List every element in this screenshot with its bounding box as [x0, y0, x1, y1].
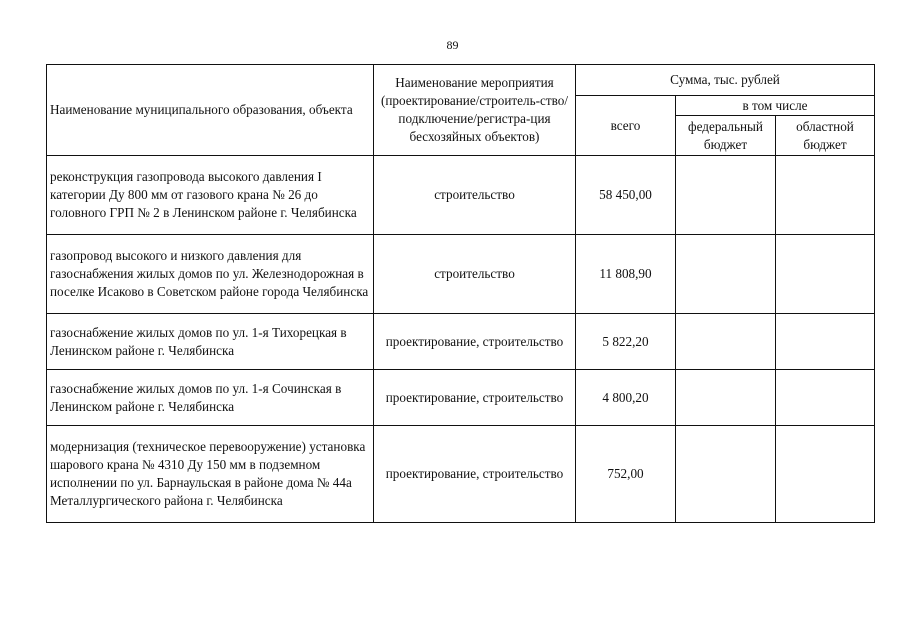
regional-cell	[776, 314, 875, 370]
header-sum: Сумма, тыс. рублей	[576, 65, 875, 96]
total-cell: 5 822,20	[576, 314, 676, 370]
header-including: в том числе	[676, 96, 875, 116]
regional-cell	[776, 235, 875, 314]
federal-cell	[676, 235, 776, 314]
header-row	[47, 65, 875, 96]
header-regional: областной бюджет	[776, 116, 875, 156]
table-row	[47, 426, 875, 523]
table-row	[47, 156, 875, 235]
regional-cell	[776, 156, 875, 235]
header-object: Наименование муниципального образования, объекта	[47, 65, 374, 156]
object-cell: модернизация (техническое перевооружение) установка шарового крана № 4310 Ду 150 мм в подземном исполнении по ул. Барнаульская в районе дома № 44а Металлургического района г. Челябинска	[47, 426, 374, 523]
header-activity: Наименование мероприятия (проектирование/строитель-ство/подключение/регистра-ция бесхозяйных объектов)	[374, 65, 576, 156]
total-cell: 4 800,20	[576, 370, 676, 426]
object-cell: газоснабжение жилых домов по ул. 1-я Сочинская в Ленинском районе г. Челябинска	[47, 370, 374, 426]
federal-cell	[676, 314, 776, 370]
object-cell: реконструкция газопровода высокого давления I категории Ду 800 мм от газового крана № 26 до головного ГРП № 2 в Ленинском районе г. Челябинска	[47, 156, 374, 235]
total-cell: 11 808,90	[576, 235, 676, 314]
funding-table	[46, 64, 875, 523]
header-total: всего	[576, 96, 676, 156]
activity-cell: проектирование, строительство	[374, 370, 576, 426]
object-cell: газопровод высокого и низкого давления для газоснабжения жилых домов по ул. Железнодорожная в поселке Исаково в Советском районе города Челябинска	[47, 235, 374, 314]
activity-cell: проектирование, строительство	[374, 314, 576, 370]
object-cell: газоснабжение жилых домов по ул. 1-я Тихорецкая в Ленинском районе г. Челябинска	[47, 314, 374, 370]
federal-cell	[676, 370, 776, 426]
activity-cell: строительство	[374, 156, 576, 235]
table-row	[47, 235, 875, 314]
table-row	[47, 314, 875, 370]
header-federal: федеральный бюджет	[676, 116, 776, 156]
regional-cell	[776, 370, 875, 426]
total-cell: 752,00	[576, 426, 676, 523]
regional-cell	[776, 426, 875, 523]
total-cell: 58 450,00	[576, 156, 676, 235]
activity-cell: проектирование, строительство	[374, 426, 576, 523]
page-number: 89	[446, 38, 459, 52]
table-row	[47, 370, 875, 426]
federal-cell	[676, 156, 776, 235]
federal-cell	[676, 426, 776, 523]
activity-cell: строительство	[374, 235, 576, 314]
